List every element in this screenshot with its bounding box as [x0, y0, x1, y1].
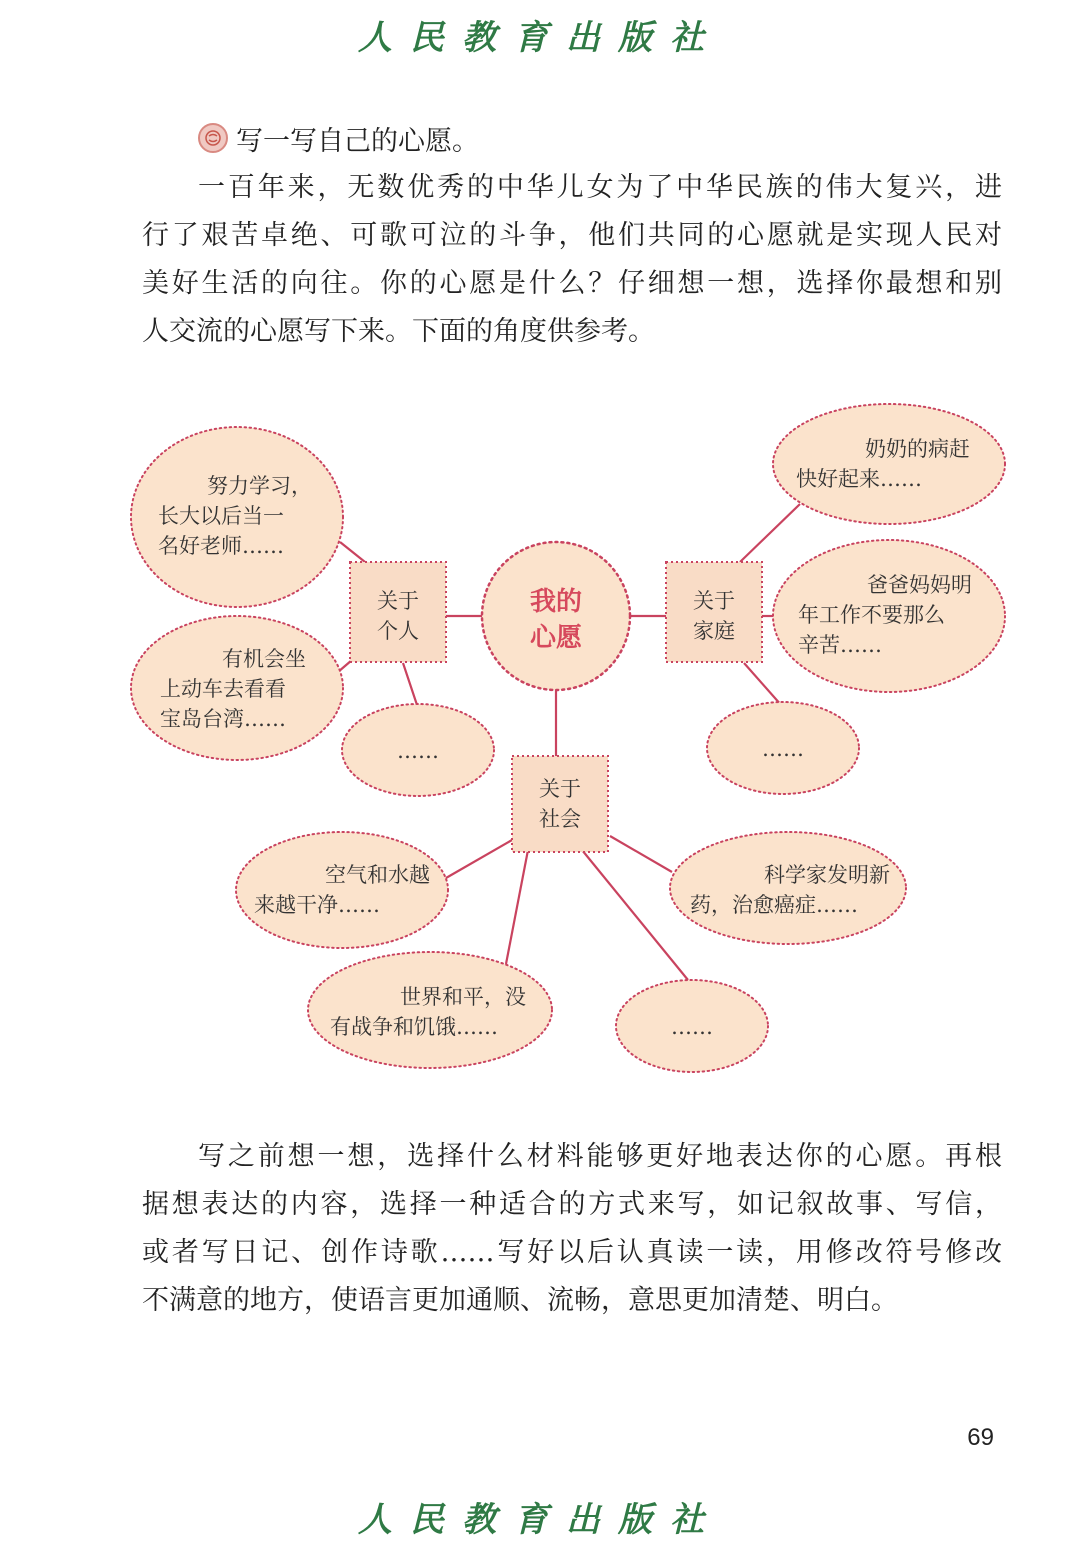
box-family [666, 562, 762, 662]
bubble-text-line: 宝岛台湾…… [160, 707, 286, 731]
bubble-text-line: 上动车去看看 [160, 677, 286, 701]
page-number: 69 [967, 1424, 994, 1451]
bubble-text-line: 有机会坐 [222, 647, 306, 671]
paragraph-line: 据想表达的内容，选择一种适合的方式来写，如记叙故事、写信， [142, 1189, 1002, 1220]
bubble-society-more [616, 980, 768, 1072]
bubble-text-line: 爸爸妈妈明 [867, 573, 972, 597]
paragraph-line: 人交流的心愿写下来。下面的角度供参考。 [142, 316, 655, 347]
section-title: 写一写自己的心愿。 [236, 125, 479, 157]
bubble-family-grandma [773, 404, 1005, 524]
bubble-text-line: 努力学习， [207, 474, 312, 498]
intro-paragraph [142, 164, 1002, 356]
bubble-text-line: 空气和水越 [325, 863, 430, 887]
bubble-family-parents [773, 540, 1005, 692]
bubble-text-line: 年工作不要那么 [798, 603, 945, 627]
box-label-line: 家庭 [693, 619, 735, 643]
wish-mind-map [0, 390, 1080, 1110]
paragraph-line: 行了艰苦卓绝、可歌可泣的斗争，他们共同的心愿就是实现人民对 [142, 220, 1002, 251]
section-heading [198, 116, 479, 160]
writing-tips-paragraph [142, 1133, 1002, 1325]
bubble-personal-study [131, 427, 343, 607]
bubble-text-line: 来越干净…… [254, 893, 380, 917]
bubble-text-line: 名好老师…… [158, 534, 284, 558]
paragraph-line: 或者写日记、创作诗歌……写好以后认真读一读，用修改符号修改 [142, 1237, 1002, 1268]
box-personal [350, 562, 446, 662]
bubble-text-line: 奶奶的病赶 [865, 437, 970, 461]
paragraph-line: 写之前想一想，选择什么材料能够更好地表达你的心愿。再根 [198, 1141, 1002, 1172]
box-label-line: 关于 [377, 589, 419, 613]
box-label-line: 关于 [539, 777, 581, 801]
bubble-text-line: 药，治愈癌症…… [690, 893, 858, 917]
bubble-text-line: 快好起来…… [796, 467, 922, 491]
bubble-text-line: 长大以后当一 [158, 504, 284, 528]
paragraph-line: 不满意的地方，使语言更加通顺、流畅，意思更加清楚、明白。 [142, 1285, 898, 1316]
paragraph-line: 一百年来，无数优秀的中华儿女为了中华民族的伟大复兴，进 [198, 172, 1002, 203]
bubble-family-more [707, 702, 859, 794]
bubble-text-line: 辛苦…… [798, 633, 882, 657]
bubble-text-line: …… [397, 739, 439, 763]
publisher-header: 人民教育出版社 [358, 18, 722, 58]
box-label-line: 个人 [377, 619, 419, 643]
bubble-text-line: 有战争和饥饿…… [330, 1015, 498, 1039]
bubble-society-medicine [670, 832, 906, 944]
bubble-text-line: …… [671, 1015, 713, 1039]
bubble-society-air [236, 832, 448, 948]
seal-icon [198, 123, 228, 153]
bubble-text-line: …… [762, 737, 804, 761]
box-label-line: 关于 [693, 589, 735, 613]
center-label-line: 我的 [529, 587, 583, 617]
box-label-line: 社会 [539, 807, 581, 831]
center-label-line: 心愿 [529, 623, 583, 653]
bubble-personal-more [342, 704, 494, 796]
bubble-text-line: 世界和平，没 [400, 985, 526, 1009]
bubble-personal-taiwan [131, 616, 343, 760]
bubble-text-line: 科学家发明新 [764, 863, 890, 887]
bubble-society-peace [308, 952, 552, 1068]
paragraph-line: 美好生活的向往。你的心愿是什么？仔细想一想，选择你最想和别 [142, 268, 1002, 299]
box-society [512, 756, 608, 852]
publisher-footer: 人民教育出版社 [358, 1500, 722, 1540]
center-node [482, 542, 630, 690]
